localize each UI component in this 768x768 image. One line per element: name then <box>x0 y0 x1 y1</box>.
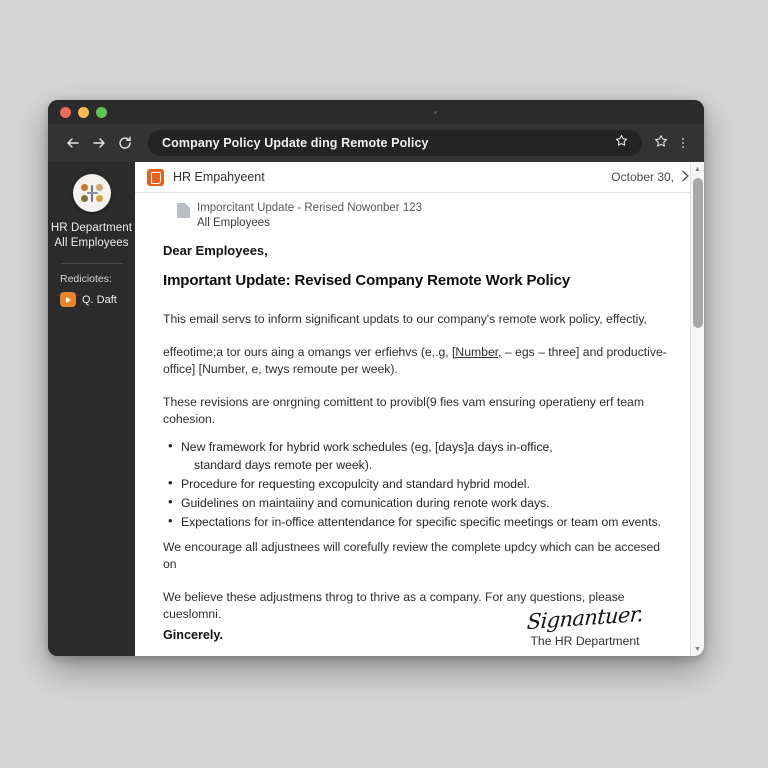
email-paragraph-1: This email servs to inform significant updats to our company's remote work policy, effectiy, <box>163 312 647 326</box>
attachment-subtitle: All Employees <box>197 217 270 229</box>
email-signature <box>490 601 680 648</box>
browser-menu-button[interactable] <box>672 130 694 156</box>
list-item-text: Procedure for requesting excopulcity and standard hybrid model. <box>181 477 530 491</box>
sidebar-account-name: HR Department <box>50 222 133 234</box>
sidebar-item-q-daft[interactable] <box>60 292 117 307</box>
reload-icon <box>117 135 133 151</box>
attachment-title: Imporcitant Update - Rerised Nowonber 123 <box>197 202 423 214</box>
sender-app-icon <box>147 169 164 186</box>
bookmarks-button[interactable] <box>650 130 672 156</box>
browser-title-bar <box>48 100 704 124</box>
email-signoff: Gincerely. <box>163 628 223 642</box>
avatar-cross <box>87 192 98 194</box>
chevron-right-icon[interactable] <box>681 170 690 185</box>
address-bar[interactable] <box>148 130 642 156</box>
sidebar-divider <box>61 263 123 264</box>
avatar-dot <box>96 184 103 191</box>
email-paragraph-5: We believe these adjustmens throg to thrive as a company. For any questions, please cueslomni. <box>163 590 625 621</box>
policy-bullet-list <box>163 438 676 531</box>
scroll-thumb[interactable] <box>693 178 703 328</box>
bookmark-star-icon[interactable] <box>607 134 628 152</box>
email-paragraph-2 <box>163 344 676 378</box>
sidebar-account-group: All Employees <box>54 237 129 249</box>
window-content <box>48 162 704 656</box>
scroll-down-arrow-icon[interactable]: ▼ <box>694 645 701 653</box>
list-item <box>163 438 676 474</box>
email-subject-heading: Important Update: Revised Company Remote Work Policy <box>163 272 571 289</box>
sidebar-section-label: Rediciotes: <box>60 273 112 285</box>
signature-script: Signantuer. <box>526 601 644 635</box>
address-bar-text: Company Policy Update ding Remote Policy <box>162 136 429 150</box>
email-body <box>135 231 704 656</box>
email-pane <box>135 162 704 656</box>
back-arrow-icon <box>65 135 81 151</box>
email-paragraph-3: These revisions are onrgning comittent to provibl(9 fies vam ensuring operatieny erf team cohesion. <box>163 395 644 426</box>
paragraph-2-post: – egs – three] and productive-office] [Number, e, twys remoute per week). <box>163 345 667 376</box>
list-item-text: Expectations for in-office attentendance for specific specific meetings or team om events. <box>181 515 662 529</box>
avatar-dot <box>81 195 88 202</box>
email-attachment[interactable] <box>135 193 704 231</box>
list-item <box>163 494 676 512</box>
back-button[interactable] <box>60 130 86 156</box>
play-badge-icon <box>60 292 76 307</box>
sidebar <box>48 162 135 656</box>
email-date: October 30, <box>611 170 674 184</box>
email-header <box>135 162 704 193</box>
avatar-dot <box>96 195 103 202</box>
number-placeholder-link[interactable]: [Number, <box>452 345 502 359</box>
email-greeting: Dear Employees, <box>163 243 268 258</box>
scroll-track[interactable] <box>691 176 705 642</box>
avatar[interactable] <box>73 174 111 212</box>
list-item <box>163 513 676 531</box>
document-attachment-icon <box>177 203 190 218</box>
sidebar-item-label: Q. Daft <box>82 293 117 306</box>
email-date-group <box>611 170 690 185</box>
forward-arrow-icon <box>91 135 107 151</box>
list-item-text: Guidelines on maintaiiny and comunication during renote work days. <box>181 496 550 510</box>
email-paragraph-4: We encourage all adjustnees will corefully review the complete updcy which can be accesed on <box>163 540 661 571</box>
avatar-dot <box>81 184 88 191</box>
browser-window <box>48 100 704 656</box>
close-window-button[interactable] <box>60 107 71 118</box>
minimize-window-button[interactable] <box>78 107 89 118</box>
forward-button[interactable] <box>86 130 112 156</box>
list-item-text: New framework for hybrid work schedules (eg, [days]a days in-office, <box>181 440 553 454</box>
paragraph-2-pre: effeotime;a tor ours aing a omangs ver erfiehvs (e,.g, <box>163 345 453 359</box>
titlebar-dot <box>434 111 437 114</box>
browser-toolbar <box>48 124 704 162</box>
maximize-window-button[interactable] <box>96 107 107 118</box>
list-item <box>163 475 676 493</box>
email-sender: HR Empahyeent <box>173 170 265 184</box>
vertical-scrollbar[interactable] <box>690 162 704 656</box>
scroll-up-arrow-icon[interactable]: ▲ <box>694 165 701 173</box>
three-dot-menu-icon <box>682 138 684 148</box>
signature-name: The HR Department <box>530 634 640 648</box>
list-item-continuation: standard days remote per week). <box>194 458 373 472</box>
star-icon <box>654 134 668 153</box>
reload-button[interactable] <box>112 130 138 156</box>
attachment-text-group <box>197 201 422 231</box>
